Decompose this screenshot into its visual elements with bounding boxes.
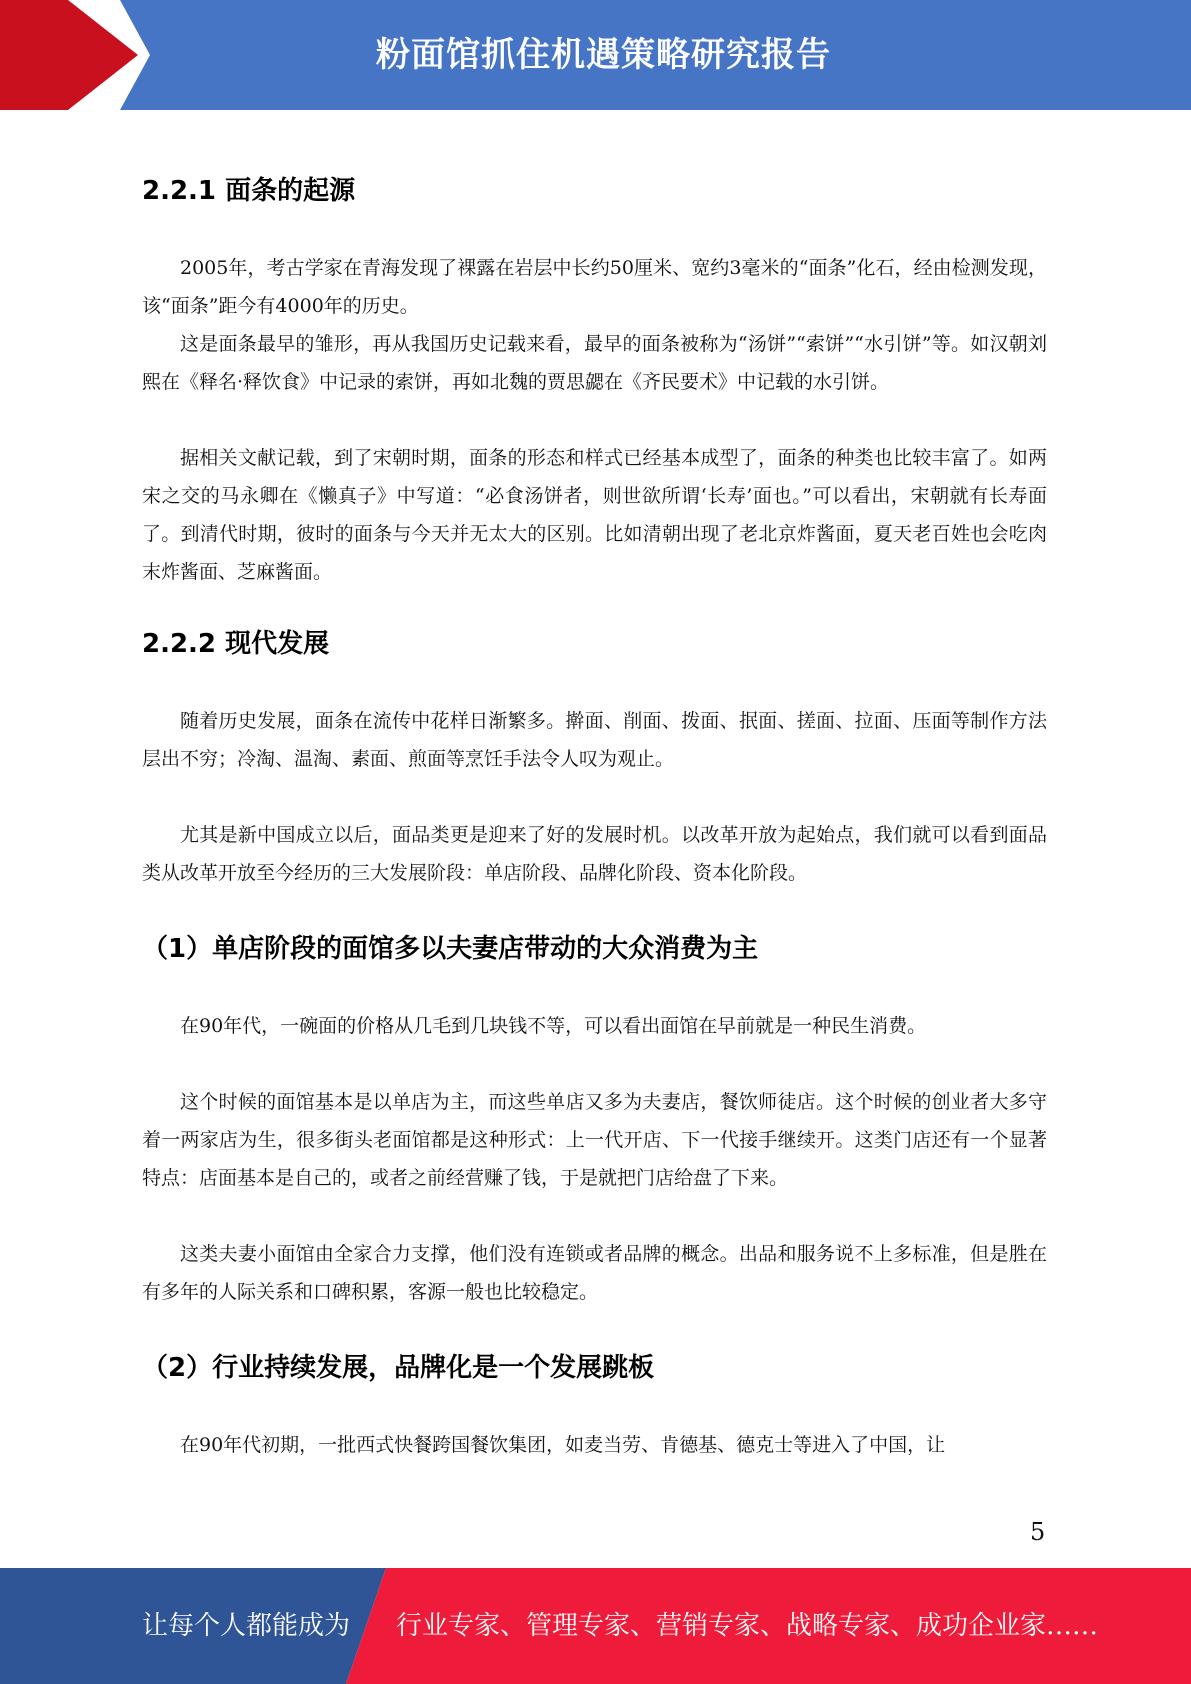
page-number: 5 bbox=[1030, 1518, 1046, 1546]
paragraph: 据相关文献记载，到了宋朝时期，面条的形态和样式已经基本成型了，面条的种类也比较丰富了。如两宋之交的马永卿在《懒真子》中写道：“必食汤饼者，则世欲所谓‘长寿’面也。”可以看出，宋朝就有长寿面了。到清代时期，彼时的面条与今天并无太大的区别。比如清朝出现了老北京炸酱面，夏天老百姓也会吃肉末炸酱面、芝麻酱面。 bbox=[142, 447, 1047, 583]
document-body bbox=[142, 150, 1047, 1464]
section-heading-origin: 2.2.1 面条的起源 bbox=[142, 176, 356, 206]
paragraph: 这是面条最早的雏形，再从我国历史记载来看，最早的面条被称为“汤饼”“索饼”“水引饼”等。如汉朝刘熙在《释名·释饮食》中记录的索饼，再如北魏的贾思勰在《齐民要术》中记载的水引饼。 bbox=[142, 333, 1047, 393]
page-header bbox=[0, 0, 1191, 110]
report-title: 粉面馆抓住机遇策略研究报告 bbox=[376, 35, 831, 75]
paragraph: 这类夫妻小面馆由全家合力支撑，他们没有连锁或者品牌的概念。出品和服务说不上多标准，但是胜在有多年的人际关系和口碑积累，客源一般也比较稳定。 bbox=[142, 1243, 1047, 1303]
paragraph: 这个时候的面馆基本是以单店为主，而这些单店又多为夫妻店，餐饮师徒店。这个时候的创业者大多守着一两家店为生，很多街头老面馆都是这种形式：上一代开店、下一代接手继续开。这类门店还有一个显著特点：店面基本是自己的，或者之前经营赚了钱，于是就把门店给盘了下来。 bbox=[142, 1091, 1047, 1189]
paragraph: 随着历史发展，面条在流传中花样日渐繁多。擀面、削面、拨面、抿面、搓面、拉面、压面等制作方法层出不穷；冷淘、温淘、素面、煎面等烹饪手法令人叹为观止。 bbox=[142, 710, 1047, 770]
subsection-heading-single-store: （1）单店阶段的面馆多以夫妻店带动的大众消费为主 bbox=[142, 934, 759, 964]
subsection-heading-branding: （2）行业持续发展，品牌化是一个发展跳板 bbox=[142, 1353, 655, 1383]
paragraph: 尤其是新中国成立以后，面品类更是迎来了好的发展时机。以改革开放为起始点，我们就可以看到面品类从改革开放至今经历的三大发展阶段：单店阶段、品牌化阶段、资本化阶段。 bbox=[142, 824, 1047, 884]
paragraph: 2005年，考古学家在青海发现了裸露在岩层中长约50厘米、宽约3毫米的“面条”化石，经由检测发现，该“面条”距今有4000年的历史。 bbox=[142, 257, 1047, 317]
footer-slogan-right: 行业专家、管理专家、营销专家、战略专家、成功企业家…… bbox=[396, 1611, 1099, 1641]
paragraph: 在90年代初期，一批西式快餐跨国餐饮集团，如麦当劳、肯德基、德克士等进入了中国，让 bbox=[180, 1434, 946, 1456]
section-heading-modern: 2.2.2 现代发展 bbox=[142, 629, 330, 659]
paragraph: 在90年代，一碗面的价格从几毛到几块钱不等，可以看出面馆在早前就是一种民生消费。 bbox=[180, 1015, 927, 1037]
footer-slogan-left: 让每个人都能成为 bbox=[142, 1611, 351, 1641]
page-footer bbox=[0, 1568, 1191, 1684]
